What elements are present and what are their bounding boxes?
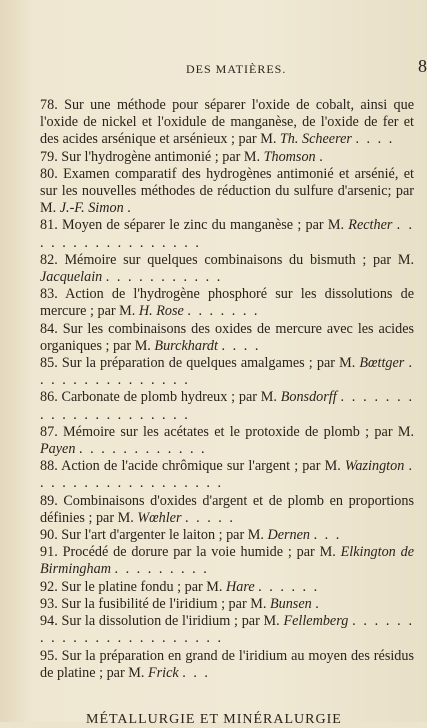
entry-number: 93. — [40, 595, 58, 612]
toc-entry — [40, 286, 414, 320]
entry-author: Bunsen — [269, 595, 312, 612]
entry-author: J.-F. Simon — [59, 200, 124, 217]
entry-number: 78. — [40, 97, 58, 113]
toc-entry — [40, 166, 414, 218]
dot-leader: . — [315, 595, 321, 612]
dot-leader: . . . . . . . . . . . — [105, 269, 223, 286]
header-title: DES MATIÈRES. — [186, 62, 287, 76]
entry-text: Sur la dissolution de l'iridium ; par M. — [61, 613, 284, 630]
toc-entry — [40, 149, 414, 166]
entry-text: Sur la fusibilité de l'iridium ; par M. — [61, 595, 270, 612]
entry-number: 95. — [40, 647, 58, 664]
entry-text: Mémoire sur quelques combinaisons du bismuth ; par M. — [64, 251, 414, 268]
entry-text: Sur la préparation de quelques amalgames ; par M. — [61, 355, 360, 372]
dot-leader: . — [319, 148, 325, 165]
dot-leader: . . . . . . . . . . . . . . . . . . — [40, 458, 415, 492]
entry-author: Fellemberg — [283, 613, 349, 630]
toc-entry — [40, 389, 414, 423]
dot-leader: . . . . . . — [258, 578, 320, 595]
entry-number: 81. — [40, 217, 58, 234]
entry-author: Bonsdorff — [280, 389, 337, 406]
entry-number: 92. — [40, 578, 58, 595]
entry-number: 91. — [40, 544, 58, 561]
entry-number: 88. — [40, 458, 58, 475]
entry-text: Mémoire sur les acétates et le protoxide de plomb ; par M. — [63, 423, 414, 440]
entry-number: 89. — [40, 492, 58, 509]
entry-author: Burckhardt — [154, 337, 218, 354]
entry-number: 84. — [40, 320, 58, 337]
toc-entry — [40, 355, 414, 389]
entry-author: Elkington de Birmingham — [40, 544, 414, 578]
entry-author: Frick — [147, 664, 179, 681]
dot-leader: . . . . . . . . . . . . . . . — [40, 355, 414, 389]
entry-text: Action de l'acide chrômique sur l'argent ; par M. — [61, 458, 345, 475]
entry-text: Carbonate de plomb hydreux ; par M. — [61, 389, 281, 406]
section-title: MÉTALLURGIE ET MINÉRALURGIE — [86, 712, 342, 727]
entry-author: Jacquelain — [40, 269, 103, 286]
entry-author: Wœhler — [137, 509, 182, 526]
entry-text: Combinaisons d'oxides d'argent et de plomb en proportions définies ; par M. — [40, 492, 415, 526]
dot-leader: . . . . . . . . . . . . . . . . . . . . . — [40, 389, 415, 423]
toc-entry — [40, 596, 414, 613]
entry-author: Thomson — [263, 148, 316, 165]
entry-number: 85. — [40, 355, 58, 372]
entry-author: Dernen — [267, 527, 311, 544]
entry-text: Sur l'art d'argenter le laiton ; par M. — [61, 527, 268, 544]
running-header — [0, 56, 427, 80]
entry-text: Examen comparatif des hydrogènes antimonié et arsénié, et sur les nouvelles méthodes de réduction du sulfure d'arsenic; par M. — [40, 165, 414, 217]
dot-leader: . . . . — [221, 337, 261, 354]
entry-author: Th. Scheerer — [279, 131, 352, 148]
entry-text: Sur la préparation en grand de l'iridium au moyen des résidus de platine ; par M. — [40, 647, 415, 681]
toc-entry — [40, 321, 414, 355]
dot-leader: . . . — [313, 527, 342, 544]
toc-entry — [40, 217, 414, 251]
entry-author: Payen — [40, 441, 76, 458]
entry-text: Sur le platine fondu ; par M. — [61, 578, 226, 595]
dot-leader: . . . — [182, 664, 210, 681]
toc-entry — [40, 613, 414, 647]
entry-author: Recther — [348, 217, 393, 234]
entry-number: 82. — [40, 251, 58, 268]
dot-leader: . . . . . . . . . . . . — [79, 441, 207, 458]
entry-author: Hare — [225, 578, 255, 595]
entry-number: 80. — [40, 165, 58, 182]
entry-number: 94. — [40, 613, 58, 630]
toc-entry — [40, 527, 414, 544]
toc-entry — [40, 252, 414, 286]
toc-entry — [40, 493, 414, 527]
dot-leader: . . . . — [355, 131, 395, 148]
dot-leader: . . . . . . . . . . . . . . . . . . . . . . . — [40, 613, 415, 647]
entry-number: 87. — [40, 423, 58, 440]
dot-leader: . . . . . . . . . — [114, 561, 209, 578]
entry-author: Bœttger — [359, 355, 405, 372]
toc-entry — [40, 458, 414, 492]
toc-entry — [40, 579, 414, 596]
entry-number: 83. — [40, 286, 58, 303]
table-of-contents — [40, 97, 414, 682]
page-number: 8 — [418, 56, 427, 76]
toc-entry — [40, 544, 414, 578]
dot-leader: . — [127, 200, 133, 217]
toc-entry — [40, 97, 414, 149]
dot-leader: . . . . . — [185, 509, 235, 526]
entry-number: 79. — [40, 148, 58, 165]
entry-text: Sur les combinaisons des oxides de mercure avec les acides organiques ; par M. — [40, 320, 415, 354]
toc-entry — [40, 648, 414, 682]
dot-leader: . . . . . . . . . . . . . . . . . — [40, 217, 415, 251]
dot-leader: . . . . . . . — [187, 303, 260, 320]
entry-number: 86. — [40, 389, 58, 406]
entry-text: Sur une méthode pour séparer l'oxide de cobalt, ainsi que l'oxide de nickel et l'oxidule de manganèse, de l'oxide de fer et des acides arsénique et arsénieux ; par M. — [40, 97, 414, 148]
entry-author: H. Rose — [138, 303, 184, 320]
entry-text: Action de l'hydrogène phosphoré sur les dissolutions de mercure ; par M. — [40, 286, 414, 320]
entry-text: Procédé de dorure par la voie humide ; par M. — [62, 544, 341, 561]
entry-author: Wazington — [344, 458, 405, 475]
entry-text: Moyen de séparer le zinc du manganèse ; par M. — [61, 217, 349, 234]
entry-number: 90. — [40, 527, 58, 544]
toc-entry — [40, 424, 414, 458]
entry-text: Sur l'hydrogène antimonié ; par M. — [61, 148, 264, 165]
